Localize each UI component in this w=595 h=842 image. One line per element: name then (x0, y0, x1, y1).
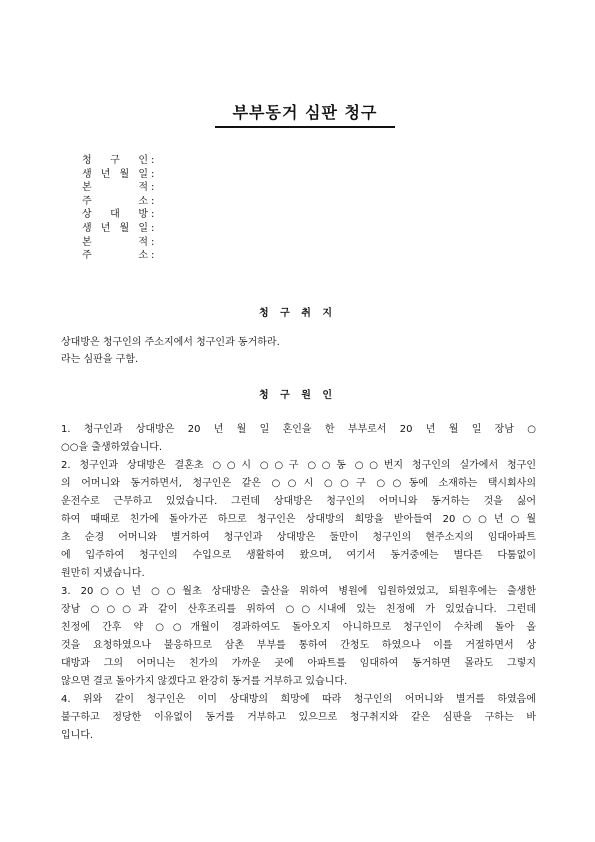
party-label: 본 적 (82, 236, 148, 248)
party-row-respondent (82, 208, 154, 222)
party-row-claimant-birthdate (82, 168, 154, 182)
party-separator: : (151, 182, 155, 194)
party-row-respondent-birthdate (82, 222, 154, 236)
party-separator: : (151, 195, 155, 207)
cause-line: ○○을 출생하였습니다. (61, 442, 163, 453)
party-label: 주 소 (82, 250, 148, 262)
cause-line: 불구하고 정당한 이유없이 동거를 거부하고 있으므로 청구취지와 같은 심판을 구하는 바 (61, 712, 536, 723)
cause-line: 입니다. (61, 730, 94, 741)
cause-line: 하여 때때로 친가에 돌아가곤 하므로 청구인은 상대방의 희망을 받아들여 20○○년○월 (61, 514, 536, 525)
party-separator: : (151, 250, 155, 262)
cause-line: 4. 위와 같이 청구인은 이미 상대방의 희망에 따라 청구인의 어머니와 별거를 하였음에 (61, 694, 536, 705)
document-title: 부부동거 심판 청구 (232, 103, 378, 122)
party-label: 주 소 (82, 195, 148, 207)
cause-line: 에 입주하여 청구인의 수입으로 생활하여 왔으며, 여기서 동거중에는 별다른 다툼없이 (61, 550, 536, 561)
cause-line: 것을 요청하였으나 불응하므로 삼촌 부부를 통하여 간청도 하였으나 이를 거절하면서 상 (61, 640, 536, 651)
party-row-claimant (82, 154, 154, 168)
party-separator: : (151, 222, 155, 234)
party-info-list (82, 154, 154, 263)
purpose-body (61, 334, 280, 368)
cause-line: 2. 청구인과 상대방은 결혼초 ○○시 ○○구 ○○동 ○○번지 청구인의 실가에서 청구인 (61, 460, 536, 471)
cause-line: 1. 청구인과 상대방은 20 년 월 일 혼인을 한 부부로서 20 년 월 일 장남 ○ (61, 424, 536, 435)
party-label: 생 년 월 일 (82, 222, 148, 234)
party-label: 본 적 (82, 182, 148, 194)
cause-line: 대방과 그의 어머니는 친가의 가까운 곳에 아파트를 임대하여 동거하면 몰라도 그렇지 (61, 658, 536, 669)
purpose-line: 라는 심판을 구함. (61, 354, 139, 365)
purpose-line: 상대방은 청구인의 주소지에서 청구인과 동거하라. (61, 337, 280, 348)
party-label: 청 구 인 (82, 155, 148, 166)
title-underline (215, 126, 395, 128)
cause-line: 3. 20○○년 ○○월초 상대방은 출산을 위하여 병원에 입원하였었고, 퇴원후에는 출생한 (61, 586, 536, 597)
purpose-heading: 청 구 취 지 (258, 308, 337, 319)
party-separator: : (151, 155, 155, 166)
cause-line: 운전수로 근무하고 있었습니다. 그런데 상대방은 청구인의 어머니와 동거하는 것을 싫어 (61, 496, 536, 507)
party-label: 생 년 월 일 (82, 168, 148, 180)
cause-line: 장남 ○○○과 같이 산후조리를 위하여 ○○시내에 있는 친정에 가 있었습니다. 그런데 (61, 604, 536, 615)
party-row-claimant-domicile (82, 181, 154, 195)
cause-body (61, 421, 536, 745)
cause-line: 초 순경 어머니와 별거하여 청구인과 상대방은 둘만이 청구인의 현주소지의 임대아파트 (61, 532, 536, 543)
cause-line: 의 어머니와 동거하면서, 청구인은 같은 ○○시 ○○구 ○○동에 소재하는 택시회사의 (61, 478, 536, 489)
party-row-respondent-domicile (82, 236, 154, 250)
cause-line: 친정에 간후 약 ○○개월이 경과하여도 돌아오지 아니하므로 청구인이 수차례 돌아 올 (61, 622, 536, 633)
cause-line: 원만히 지냈습니다. (61, 568, 145, 579)
party-separator: : (151, 168, 155, 180)
cause-heading: 청 구 원 인 (258, 390, 337, 401)
party-separator: : (151, 209, 155, 221)
party-label: 상 대 방 (82, 209, 148, 221)
party-row-respondent-address (82, 249, 154, 263)
cause-line: 않으면 결코 돌아가지 않겠다고 완강히 동거를 거부하고 있습니다. (61, 676, 348, 687)
party-separator: : (151, 236, 155, 248)
party-row-claimant-address (82, 195, 154, 209)
